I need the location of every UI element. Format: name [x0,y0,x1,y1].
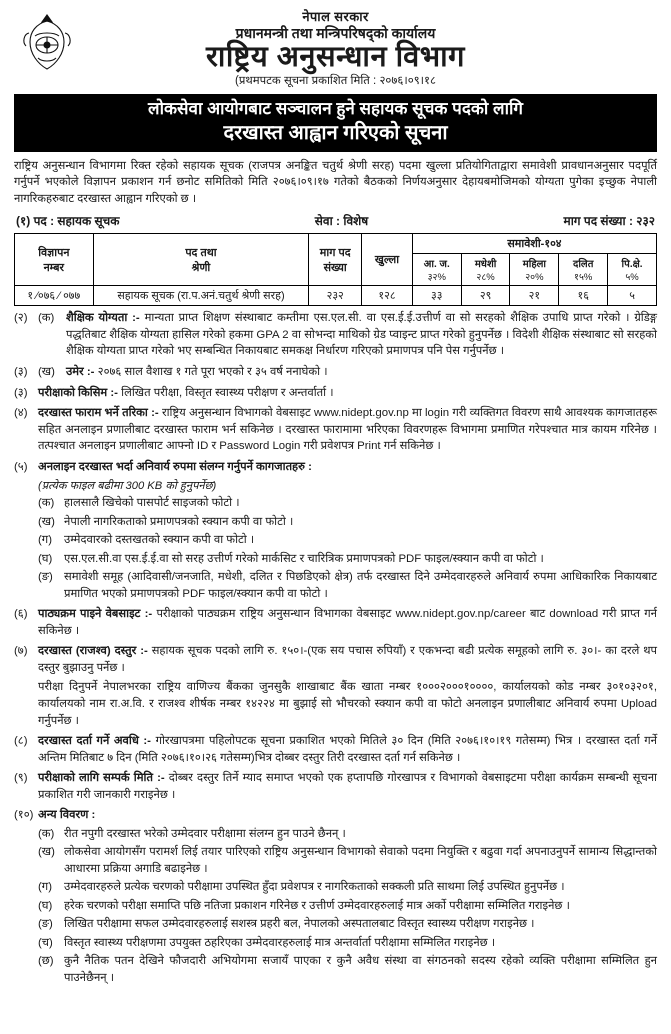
table-row [15,286,657,306]
clause-other-details-body [38,807,657,824]
th-mahila: महिला २०% [510,254,559,286]
clause-application-method-label: दरखास्त फाराम भर्ने तरिका :- [38,407,159,420]
org-line-3: राष्ट्रिय अनुसन्धान विभाग [206,41,465,74]
clause-age-number: (३) [14,365,28,378]
clause-exam-type-label: परीक्षाको किसिम :- [38,386,118,399]
th-open: खुल्ला [362,234,413,286]
other-detail-6-text: कुनै नैतिक पतन देखिने फौजदारी अभियोगमा सजायँ पाएका र कुनै अवैध संस्था वा संगठनको सदस्य रहेको व्यक्ति परीक्षामा सम्मिलित हुन पाउनेछैनन् । [64,955,657,984]
clause-syllabus-text: परीक्षाको पाठ्यक्रम राष्ट्रिय अनुसन्धान विभागका वेबसाइट www.nidept.gov.np/career बाट download गरी प्राप्त गर्न सकिनेछ । [38,608,657,637]
cell-demand: २३२ [309,286,362,306]
other-detail-5-text: विस्तृत स्वास्थ्य परीक्षणमा उपयुक्त ठहरिएका उम्मेदवारहरुलाई मात्र अन्तर्वार्ता परीक्षामा सम्मिलित गराइनेछ । [64,936,496,949]
clause-fee-number: (७) [14,645,28,658]
clause-attachments-label: अनलाइन दरखास्त भर्दा अनिवार्य रुपमा संलग्न गर्नुपर्ने कागजातहरु : [38,460,312,473]
clause-other-details-label: अन्य विवरण : [38,809,96,822]
file-size-note: (प्रत्येक फाइल बढीमा 300 KB को हुनुपर्नेछ) [38,480,217,493]
cell-ad-number: १ ⁄०७६ ⁄ ०७७ [15,286,94,306]
publication-date: (प्रथमपटक सूचना प्रकाशित मिति : २०७६।०९।१८ [234,74,437,87]
attachment-2-text: उम्मेदवारको दस्तखतको स्क्यान कपी वा फोटो । [64,534,255,547]
list-item [38,532,657,549]
list-item [38,898,657,915]
list-item [38,551,657,568]
clause-registration-text: गोरखापत्रमा पहिलोपटक सूचना प्रकाशित भएको मितिले ३० दिन (मिति २०७६।१०।१९ गतेसम्म) भित्र । दरखास्त दर्ता गर्ने अन्तिम मितिबाट ७ दिन (मिति २०७६।१०।२६ गतेसम्म)भित्र दोब्बर दस्तुर तिरी दरखास्त दर्ता गर्न सकिनेछ । [38,735,657,764]
th-dalit: दलित १५% [559,254,608,286]
other-detail-2-text: उम्मेदवारहरुले प्रत्येक चरणको परीक्षामा उपस्थित हुँदा प्रवेशपत्र र नागरिकताको सक्कली प्रति साथमा लिई उपस्थित हुनुपर्नेछ । [64,881,565,894]
cell-pichhadiyeko-chhetra: ५ [608,286,657,306]
post-summary-row [14,212,657,229]
clause-education [14,310,657,360]
list-item [38,569,657,602]
list-item [38,495,657,512]
other-detail-6-number: (छ) [38,955,54,968]
org-line-1: नेपाल सरकार [302,9,369,24]
other-detail-3-number: (घ) [38,899,53,912]
th-post-class: पद तथा श्रेणी [93,234,309,286]
clause-syllabus-label: पाठ्यक्रम पाइने वेबसाइट :- [38,608,153,621]
other-detail-2-number: (ग) [38,881,52,894]
clause-exam-contact-number: (९) [14,772,28,785]
header-right-spacer [591,10,657,12]
service-name: सेवा : विशेष [314,214,369,229]
clause-education-subnumber: (क) [38,312,55,325]
cell-dalit: १६ [559,286,608,306]
other-detail-3-text: हरेक चरणको परीक्षा समाप्ति पछि नतिजा प्रकाशन गरिनेछ र उत्तीर्ण उम्मेदवारहरुलाई मात्र अर्को परीक्षामा सम्मिलित गराइनेछ । [64,899,570,912]
total-vacancies: माग पद संख्या : २३२ [563,214,655,229]
clause-exam-contact-text: दोब्बर दस्तुर तिर्ने म्याद समाप्त भएको एक हप्तापछि गोरखापत्र र विभागको वेबसाइटमा परीक्षा कार्यक्रम सम्बन्धी सूचना प्रकाशित गरी जानकारी गराइनेछ । [38,772,657,801]
th-demand: माग पद संख्या [309,234,362,286]
attachment-4-text: समावेशी समूह (आदिवासी/जनजाति, मधेशी, दलित र पिछडिएको क्षेत्र) तर्फ दरखास्त दिने उम्मेदवारहरुले अनिवार्य रुपमा आधिकारिक निकायबाट प्रमाणित भएको प्रमाणपत्रको PDF फाइल/स्क्यान कपी वा फोटो । [64,571,657,600]
attachment-1-number: (ख) [38,515,55,528]
cell-post-class: सहायक सूचक (रा.प.अनं.चतुर्थ श्रेणी सरह) [93,286,309,306]
notice-title-band [14,94,657,152]
cell-madhesi: २९ [461,286,510,306]
th-madhesi: मधेशी २८% [461,254,510,286]
clause-exam-contact-date [14,770,657,803]
th-adivasi-janajati: आ. ज. ३२% [412,254,461,286]
other-detail-1-number: (ख) [38,846,55,859]
clause-attachments-number: (५) [14,460,28,473]
clause-age-body [66,364,657,381]
attachment-0-number: (क) [38,497,55,510]
attachment-2-number: (ग) [38,534,52,547]
cell-adivasi-janajati: ३३ [412,286,461,306]
cell-open: १२८ [362,286,413,306]
clause-other-details [14,807,657,824]
other-detail-0-text: रीत नपुगी दरखास्त भरेको उम्मेदवार परीक्षामा संलग्न हुन पाउने छैनन् । [64,827,346,840]
clause-syllabus-website [14,606,657,639]
clause-fee-text: सहायक सूचक पदको लागि रु. १५०।-(एक सय पचास रुपियाँ) र एकभन्दा बढी प्रत्येक समूहको लागि रु. ३०।- का दरले थप दस्तुर बुझाउनु पर्नेछ । [38,645,657,674]
clause-registration-period [14,733,657,766]
other-detail-4-number: (ङ) [38,918,53,931]
clause-other-details-number: (१०) [14,809,34,822]
clause-education-text: मान्यता प्राप्त शिक्षण संस्थाबाट कम्तीमा एस.एल.सी. वा एस.ई.ई.उत्तीर्ण वा सो सरहको शैक्षिक उपाधि प्राप्त गरेको । ग्रेडिङ्ग पद्धतिबाट शैक्षिक योग्यता हासिल गरेको हकमा GPA 2 वा सोभन्दा माथिको ग्रेड प्वाइन्ट प्राप्त गरेको हुनुपर्नेछ । विदेशी शैक्षिक संस्थाबाट सो सरहको शैक्षिक योग्यता प्राप्त गरेको भए सम्बन्धित निकायबाट समकक्ष निर्धारण गरिएको प्रमाणपत्र पनि पेस गर्नुपर्नेछ । [66,312,657,358]
clause-attachments [14,459,657,476]
clause-exam-type-text: लिखित परीक्षा, विस्तृत स्वास्थ्य परीक्षण र अन्तर्वार्ता । [121,386,334,399]
clause-registration-number: (८) [14,735,28,748]
notice-title-line-1: लोकसेवा आयोगबाट सञ्चालन हुने सहायक सूचक पदको लागि [148,98,523,118]
list-item [38,514,657,531]
clause-application-method-body [38,405,657,455]
other-detail-4-text: लिखित परीक्षामा सफल उम्मेदवारहरुलाई सशस्त्र प्रहरी बल, नेपालको अस्पतालबाट विस्तृत स्वास्थ्य परीक्षण गराइनेछ । [64,918,535,931]
clause-age-text: २०७६ साल वैशाख १ गते पूरा भएको र ३५ वर्ष ननाघेको । [97,365,328,378]
clause-fee-body [38,643,657,676]
other-detail-1-text: लोकसेवा आयोगसँग परामर्श लिई तयार पारिएको राष्ट्रिय अनुसन्धान विभागको सेवाको पदमा नियुक्ति र बढुवा गर्दा अपनाउनुपर्ने सामान्य सिद्धान्तको आधारमा प्रक्रिया अगाडि बढाइनेछ । [64,846,657,875]
attachment-3-text: एस.एल.सी.वा एस.ई.ई.वा सो सरह उत्तीर्ण गरेको मार्कसिट र चारित्रिक प्रमाणपत्रको PDF फाइल/स्क्यान कपी वा फोटो । [64,552,544,565]
clause-exam-type-body [38,385,657,402]
attachment-0-text: हालसालै खिचेको पासपोर्ट साइजको फोटो । [64,497,240,510]
nepal-government-emblem-icon [14,10,80,74]
list-item [38,935,657,952]
th-inclusive: समावेशी-१०४ [412,234,656,254]
clause-age-subnumber: (ख) [38,365,55,378]
other-detail-5-number: (च) [38,936,53,949]
attachment-3-number: (घ) [38,552,53,565]
clause-syllabus-body [38,606,657,639]
clause-education-number: (२) [14,312,28,325]
attachment-list [14,495,657,602]
clause-application-method [14,405,657,455]
clause-application-method-text: राष्ट्रिय अनुसन्धान विभागको वेबसाइट www.nidept.gov.np मा login गरी व्यक्तिगत विवरण साथै आवश्यक कागजातहरू सहित अनलाइन प्रणालीबाट दरखास्त फाराम भर्न सकिनेछ । दरखास्त फारामामा भरिएका विवरणहरू विभागमा प्रमाणित गरेपश्चात मात्र कायम गरिनेछ । तत्पश्चात अनलाइन प्रणालीबाट आफ्नो ID र Password Login गरी प्रवेशपत्र Print गर्न सकिनेछ । [38,407,657,453]
clause-attachments-body [38,459,657,476]
th-pichhadiyeko-chhetra: पि.क्षे. ५% [608,254,657,286]
clause-registration-label: दरखास्त दर्ता गर्ने अवधि :- [38,735,151,748]
notice-title-line-2: दरखास्त आह्वान गरिएको सूचना [223,121,448,144]
org-line-2: प्रधानमन्त्री तथा मन्त्रिपरिषद्को कार्यालय [235,24,436,41]
attachment-1-text: नेपाली नागरिकताको प्रमाणपत्रको स्क्यान कपी वा फोटो । [64,515,294,528]
attachment-4-number: (ङ) [38,571,53,584]
other-details-list [14,826,657,987]
clause-education-body [66,310,657,360]
other-detail-0-number: (क) [38,827,55,840]
list-item [38,953,657,986]
intro-paragraph: राष्ट्रिय अनुसन्धान विभागमा रिक्त रहेको सहायक सूचक (राजपत्र अनङ्कित चतुर्थ श्रेणी सरह) पदमा खुल्ला प्रतियोगिताद्वारा समावेशी प्रावधानअनुसार पदपूर्ति गर्नुपर्ने भएकोले विज्ञापन प्रकाशन गर्न छनोट समितिको मिति २०७६।०९।१७ गतेको बैठकको निर्णयअनुसार देहायबमोजिमको योग्यता पुगेका इच्छुक नेपाली नागरिकहरुबाट दरखास्त आह्वान गरिएको छ । [14,159,657,205]
list-item [38,879,657,896]
list-item [38,826,657,843]
clause-fee-label: दरखास्त (राजश्व) दस्तुर :- [38,645,148,658]
clause-age [14,364,657,381]
clause-fee-bank-details: परीक्षा दिनुपर्ने नेपालभरका राष्ट्रिय वाणिज्य बैंकका जुनसुकै शाखाबाट बैंक खाता नम्बर १०००२०००१००००, कार्यालयको कोड नम्बर ३०१०३२०१, कार्यालयको नाम रा.अ.वि. र राजश्व शीर्षक नम्बर १४२२४ मा बुझाई सो भौचरको स्क्यान कपी वा फोटो अनलाइन प्रणालीबाट अनिवार्य रुपमा Upload गर्नुपर्नेछ । [38,681,657,727]
document-header [14,6,657,88]
clause-exam-type-number: (३) [14,386,28,399]
list-item [38,916,657,933]
clause-exam-contact-body [38,770,657,803]
clause-education-label: शैक्षिक योग्यता :- [66,312,140,325]
clause-exam-contact-label: परीक्षाको लागि सम्पर्क मिति :- [38,772,165,785]
clause-application-method-number: (४) [14,407,28,420]
clause-age-label: उमेर :- [66,365,95,378]
list-item [38,844,657,877]
post-name: (१) पद : सहायक सूचक [16,214,120,229]
clause-syllabus-number: (६) [14,608,28,621]
th-ad-number: विज्ञापन नम्बर [15,234,94,286]
cell-mahila: २१ [510,286,559,306]
clause-fee [14,643,657,676]
clause-registration-body [38,733,657,766]
clause-exam-type [14,385,657,402]
vacancy-table [14,233,657,306]
